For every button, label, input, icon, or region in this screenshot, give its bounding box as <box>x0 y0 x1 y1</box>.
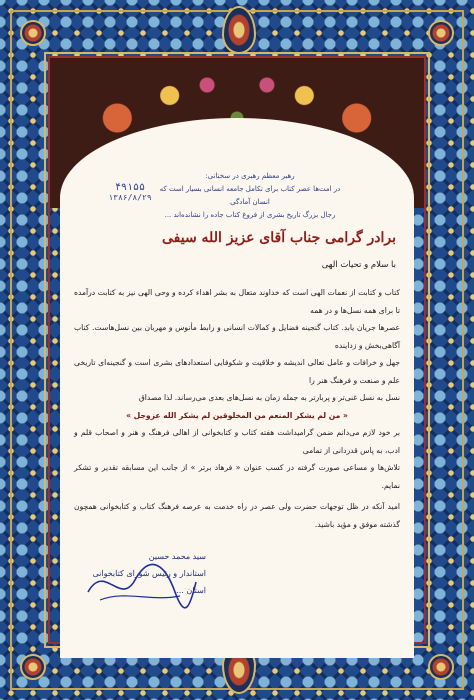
reference-stamp <box>106 182 154 202</box>
reference-date: ۱۳۸۶/۸/۲۹ <box>108 193 152 202</box>
closing-line: امید آنکه در ظل توجهات حضرت ولی عصر در راه خدمت به عرصه فرهنگ کتاب و کتابخوانی همچون گذشته موفق و مؤید باشید. <box>74 502 400 529</box>
body-line: کتاب و کتابت از نعمات الهی است که خداوند متعال به بشر اهداء کرده و وحی الهی نیز به کتابت درآمده تا برای همه نسل‌ها و در همه <box>74 288 400 315</box>
corner-rosette-icon <box>428 20 454 46</box>
corner-rosette-icon <box>20 20 46 46</box>
signatory-name: سید محمد حسین <box>148 552 206 561</box>
body-line: عصرها جریان یابد. کتاب گنجینه فضایل و کمالات انسانی و رابط مأنوس و مهربان بین نسل‌هاست. کتاب آگاهی‌بخش و زداینده <box>74 323 400 350</box>
hadith-quote: « من لم یشکر المنعم من المخلوقین لم یشکر الله عزوجل » <box>126 410 348 420</box>
signature-underline <box>100 596 180 600</box>
salutation-heading: برادر گرامی جناب آقای عزیز الله سیفی <box>161 230 396 246</box>
reference-number: ۴۹۱۵۵ <box>114 182 146 193</box>
preamble-line: رهبر معظم رهبری در سخنانی: <box>205 172 295 180</box>
corner-rosette-icon <box>20 654 46 680</box>
letter-body <box>74 284 400 533</box>
signature-stroke <box>88 564 196 607</box>
signatory-province: استان ... <box>176 586 206 595</box>
body-line: تلاش‌ها و مساعی صورت گرفته در کسب عنوان « فرهاد برتر » از جانب این مسابقه تقدیر و تشکر نمایم. <box>74 463 400 490</box>
body-line: بر خود لازم می‌دانم ضمن گرامیداشت هفته کتاب و کتابخوانی از اهالی فرهنگ و هنر و اصحاب قلم و ادب، به پاس قدردانی از تمامی <box>74 428 400 455</box>
body-line: نسل به نسل غنی‌تر و پربارتر به جمله زمان به نسل‌های بعدی می‌رساند. لذا مصداق <box>138 393 400 402</box>
corner-rosette-icon <box>428 654 454 680</box>
signatory-title: استاندار و رئیس شورای کتابخوانی <box>92 569 206 578</box>
preamble-line: در امت‌ها عصر کتاب برای تکامل جامعه انسانی بسیار است که انسان آمادگی <box>159 185 341 206</box>
body-line: جهل و خرافات و عامل تعالی اندیشه و خلاقیت و شکوفایی استعدادهای بشری است و گنجینه‌ای تاریخی علم و صنعت و فرهنگ هنر را <box>74 358 400 385</box>
preamble-quote <box>150 170 350 222</box>
preamble-line: رجال بزرگ تاریخ بشری از فروغ کتاب جاده را نشانده‌اند ... <box>164 211 336 219</box>
handwritten-signature <box>80 552 200 612</box>
greeting-line: با سلام و تحیات الهی <box>321 260 396 270</box>
